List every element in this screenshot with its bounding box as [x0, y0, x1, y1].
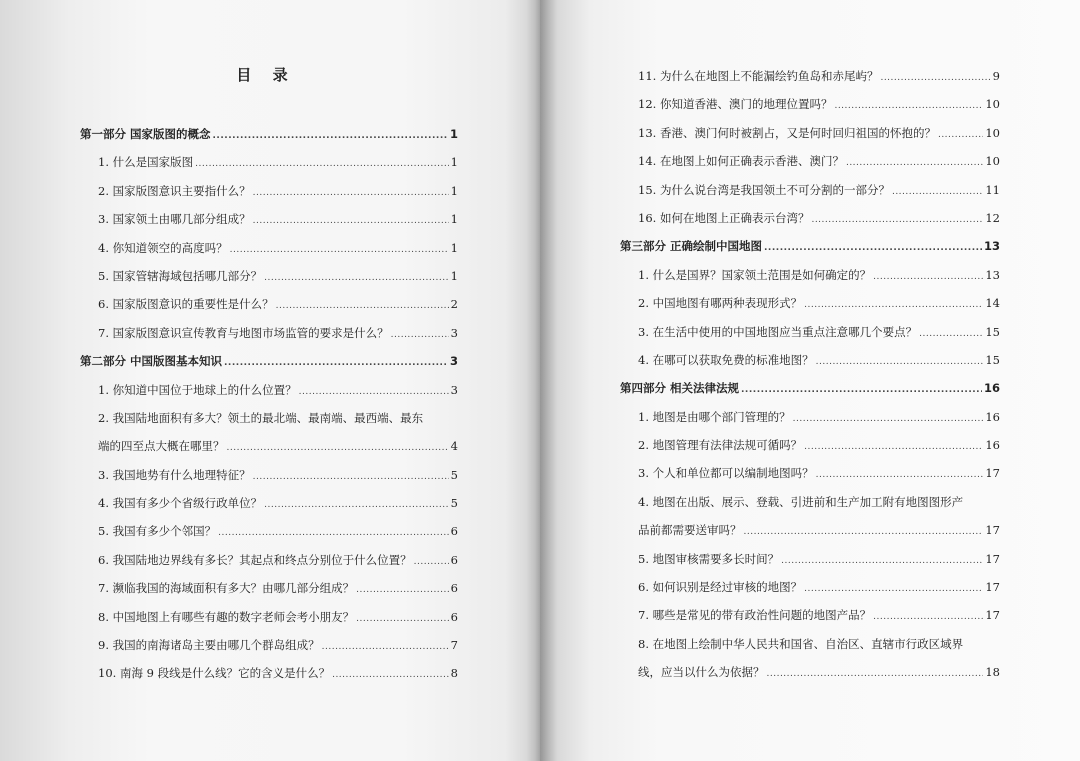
toc-page-number: 6 — [450, 552, 458, 567]
toc-leader-dots — [892, 178, 983, 206]
toc-item-entry — [80, 546, 458, 574]
toc-leader-dots — [356, 605, 449, 633]
toc-entry-text: 线，应当以什么为依据？ — [638, 665, 765, 680]
toc-item-entry — [80, 574, 458, 602]
toc-item-entry — [620, 147, 1000, 175]
toc-page-number: 15 — [985, 324, 1000, 339]
toc-entry-text: 5. 我国有多少个邻国？ — [98, 524, 217, 539]
toc-entry-text: 8. 在地图上绘制中华人民共和国省、自治区、直辖市行政区域界 — [638, 636, 964, 651]
toc-entry-text: 13. 香港、澳门何时被割占，又是何时回归祖国的怀抱的？ — [638, 125, 936, 140]
toc-item-entry — [80, 517, 458, 545]
toc-page-number: 8 — [450, 666, 458, 681]
toc-item-entry — [620, 488, 1000, 516]
toc-page-number: 7 — [450, 638, 458, 653]
toc-item-entry — [80, 290, 458, 318]
toc-leader-dots — [880, 64, 990, 92]
toc-item-entry — [620, 204, 1000, 232]
toc-page-number: 17 — [985, 551, 1000, 566]
toc-item-entry — [80, 376, 458, 404]
toc-list-right — [620, 62, 1000, 687]
toc-entry-text: 2. 我国陆地面积有多大？领土的最北端、最南端、最西端、最东 — [98, 410, 424, 425]
toc-page-number: 11 — [985, 182, 1000, 197]
toc-entry-text: 15. 为什么说台湾是我国领土不可分割的一部分？ — [638, 182, 890, 197]
toc-item-entry — [80, 461, 458, 489]
toc-page-number: 16 — [985, 438, 1000, 453]
toc-leader-dots — [804, 291, 983, 319]
toc-page-number: 3 — [450, 325, 458, 340]
toc-item-entry — [620, 62, 1000, 90]
toc-item-entry — [620, 630, 1000, 658]
toc-item-entry — [620, 573, 1000, 601]
toc-entry-text: 1. 你知道中国位于地球上的什么位置？ — [98, 382, 297, 397]
toc-item-entry — [80, 262, 458, 290]
toc-item-entry — [620, 601, 1000, 629]
toc-leader-dots — [811, 206, 983, 234]
toc-page-number: 1 — [450, 183, 458, 198]
toc-item-entry — [620, 658, 1000, 686]
toc-entry-text: 第三部分 正确绘制中国地图 — [620, 239, 763, 254]
toc-item-entry — [80, 177, 458, 205]
toc-entry-text: 7. 濒临我国的海域面积有多大？由哪几部分组成？ — [98, 581, 355, 596]
toc-title: 目 录 — [236, 66, 296, 84]
toc-leader-dots — [767, 660, 984, 688]
toc-leader-dots — [804, 433, 983, 461]
toc-leader-dots — [781, 547, 983, 575]
toc-entry-text: 11. 为什么在地图上不能漏绘钓鱼岛和赤尾屿？ — [638, 69, 879, 83]
toc-entry-text: 6. 国家版图意识的重要性是什么？ — [98, 297, 274, 312]
toc-page-number: 18 — [985, 665, 1000, 680]
toc-page-number: 17 — [985, 466, 1000, 481]
toc-item-entry — [620, 459, 1000, 487]
toc-page-number: 13 — [983, 239, 1000, 254]
toc-entry-text: 第二部分 中国版图基本知识 — [80, 354, 223, 369]
toc-page-number: 12 — [985, 210, 1000, 225]
toc-page-number: 9 — [992, 69, 1000, 83]
toc-item-entry — [80, 631, 458, 659]
toc-page-number: 1 — [450, 268, 458, 283]
toc-page-number: 15 — [985, 352, 1000, 367]
toc-entry-text: 6. 如何识别是经过审核的地图？ — [638, 580, 803, 595]
toc-leader-dots — [873, 263, 983, 291]
toc-leader-dots — [356, 576, 449, 604]
toc-leader-dots — [218, 519, 449, 547]
toc-page-number: 3 — [450, 382, 458, 397]
toc-entry-text: 5. 地图审核需要多长时间？ — [638, 551, 780, 566]
toc-page-number: 4 — [450, 439, 458, 454]
toc-page-number: 6 — [450, 581, 458, 596]
toc-item-entry — [620, 516, 1000, 544]
toc-leader-dots — [764, 234, 982, 262]
toc-page-number: 1 — [449, 127, 458, 141]
toc-item-entry — [620, 318, 1000, 346]
toc-leader-dots — [264, 264, 449, 292]
toc-leader-dots — [816, 461, 984, 489]
toc-entry-text: 3. 个人和单位都可以编制地图吗？ — [638, 466, 814, 481]
toc-list-left — [80, 120, 458, 688]
toc-entry-text: 10. 南海 9 段线是什么线？它的含义是什么？ — [98, 666, 331, 681]
toc-leader-dots — [253, 463, 449, 491]
toc-entry-text: 品前都需要送审吗？ — [638, 523, 742, 538]
toc-section-entry — [80, 120, 458, 148]
toc-leader-dots — [276, 292, 449, 320]
toc-entry-text: 6. 我国陆地边界线有多长？其起点和终点分别位于什么位置？ — [98, 552, 412, 567]
toc-item-entry — [80, 148, 458, 176]
toc-leader-dots — [264, 491, 449, 519]
toc-entry-text: 2. 国家版图意识主要指什么？ — [98, 183, 251, 198]
toc-item-entry — [620, 545, 1000, 573]
toc-item-entry — [80, 489, 458, 517]
toc-page-number: 10 — [985, 125, 1000, 140]
toc-item-entry — [80, 432, 458, 460]
toc-leader-dots — [741, 376, 982, 404]
toc-entry-text: 3. 国家领土由哪几部分组成？ — [98, 212, 251, 227]
toc-page-number: 5 — [450, 467, 458, 482]
toc-page-number: 10 — [985, 97, 1000, 112]
toc-item-entry — [80, 404, 458, 432]
toc-leader-dots — [834, 92, 983, 120]
toc-page-number: 10 — [985, 154, 1000, 169]
toc-entry-text: 7. 国家版图意识宣传教育与地图市场监管的要求是什么？ — [98, 325, 389, 340]
toc-leader-dots — [919, 320, 983, 348]
toc-entry-text: 4. 我国有多少个省级行政单位？ — [98, 496, 263, 511]
toc-page-number: 16 — [983, 381, 1000, 396]
toc-page-number: 17 — [985, 580, 1000, 595]
toc-leader-dots — [793, 405, 984, 433]
toc-page-number: 1 — [450, 212, 458, 227]
toc-page-number: 6 — [450, 524, 458, 539]
toc-entry-text: 12. 你知道香港、澳门的地理位置吗？ — [638, 97, 833, 112]
toc-entry-text: 14. 在地图上如何正确表示香港、澳门？ — [638, 154, 844, 169]
toc-entry-text: 1. 什么是国界？国家领土范围是如何确定的？ — [638, 267, 872, 282]
toc-page-number: 14 — [985, 296, 1000, 311]
toc-leader-dots — [332, 661, 449, 689]
toc-entry-text: 4. 地图在出版、展示、登载、引进前和生产加工附有地图图形产 — [638, 494, 964, 509]
toc-page-number: 5 — [450, 496, 458, 511]
toc-entry-text: 3. 我国地势有什么地理特征？ — [98, 467, 251, 482]
toc-page-number: 2 — [450, 297, 458, 312]
toc-leader-dots — [414, 548, 449, 576]
toc-leader-dots — [253, 207, 449, 235]
toc-page-number: 17 — [985, 523, 1000, 538]
toc-leader-dots — [322, 633, 449, 661]
toc-item-entry — [620, 119, 1000, 147]
toc-entry-text: 1. 什么是国家版图 — [98, 155, 194, 170]
toc-entry-text: 4. 你知道领空的高度吗？ — [98, 240, 228, 255]
toc-entry-text: 第一部分 国家版图的概念 — [80, 127, 211, 141]
toc-entry-text: 2. 地图管理有法律法规可循吗？ — [638, 438, 803, 453]
toc-page-number: 13 — [985, 267, 1000, 282]
toc-page-number: 3 — [449, 354, 458, 369]
toc-item-entry — [80, 205, 458, 233]
toc-item-entry — [80, 319, 458, 347]
toc-leader-dots — [804, 575, 983, 603]
toc-section-entry — [620, 232, 1000, 260]
toc-entry-text: 16. 如何在地图上正确表示台湾？ — [638, 210, 810, 225]
toc-item-entry — [620, 289, 1000, 317]
toc-item-entry — [620, 261, 1000, 289]
toc-entry-text: 端的四至点大概在哪里？ — [98, 439, 225, 454]
toc-leader-dots — [213, 122, 448, 150]
toc-entry-text: 3. 在生活中使用的中国地图应当重点注意哪几个要点？ — [638, 324, 918, 339]
toc-leader-dots — [230, 236, 449, 264]
toc-leader-dots — [816, 348, 984, 376]
toc-item-entry — [620, 346, 1000, 374]
toc-page-number: 1 — [450, 240, 458, 255]
toc-entry-text: 4. 在哪可以获取免费的标准地图？ — [638, 352, 814, 367]
toc-leader-dots — [227, 434, 449, 462]
toc-page-number: 1 — [450, 155, 458, 170]
toc-leader-dots — [253, 179, 449, 207]
toc-entry-text: 5. 国家管辖海域包括哪几部分？ — [98, 268, 263, 283]
toc-entry-text: 第四部分 相关法律法规 — [620, 381, 740, 396]
toc-page-number: 17 — [985, 608, 1000, 623]
toc-leader-dots — [873, 603, 983, 631]
toc-item-entry — [620, 90, 1000, 118]
toc-leader-dots — [744, 518, 984, 546]
toc-item-entry — [80, 603, 458, 631]
toc-item-entry — [620, 431, 1000, 459]
toc-leader-dots — [938, 121, 983, 149]
toc-entry-text: 1. 地图是由哪个部门管理的？ — [638, 409, 791, 424]
toc-leader-dots — [846, 149, 983, 177]
toc-section-entry — [620, 374, 1000, 402]
toc-leader-dots — [224, 349, 448, 377]
toc-item-entry — [80, 234, 458, 262]
toc-item-entry — [80, 659, 458, 687]
toc-entry-text: 2. 中国地图有哪两种表现形式？ — [638, 296, 803, 311]
toc-item-entry — [620, 403, 1000, 431]
toc-leader-dots — [299, 378, 449, 406]
toc-entry-text: 7. 哪些是常见的带有政治性问题的地图产品？ — [638, 608, 872, 623]
toc-leader-dots — [195, 150, 449, 178]
toc-leader-dots — [391, 321, 449, 349]
toc-item-entry — [620, 176, 1000, 204]
toc-section-entry — [80, 347, 458, 375]
toc-entry-text: 9. 我国的南海诸岛主要由哪几个群岛组成？ — [98, 638, 320, 653]
toc-page-number: 16 — [985, 409, 1000, 424]
toc-page-number: 6 — [450, 609, 458, 624]
toc-entry-text: 8. 中国地图上有哪些有趣的数字老师会考小朋友？ — [98, 609, 355, 624]
